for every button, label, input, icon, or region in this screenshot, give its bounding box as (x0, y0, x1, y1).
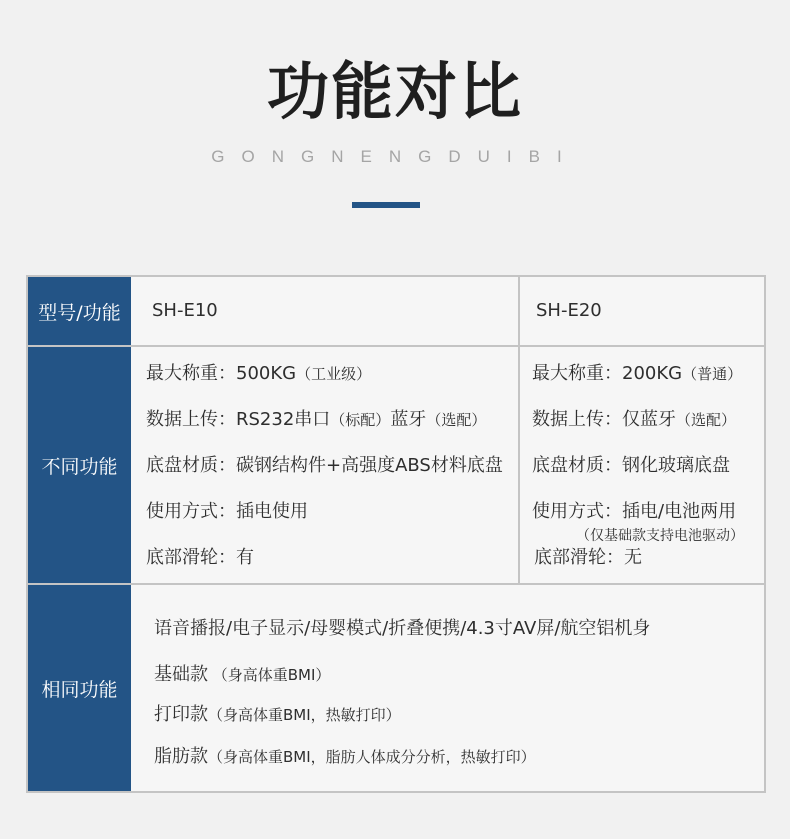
model-e10-header: SH-E10 (152, 300, 218, 321)
page-subtitle: GONGNENGDUIBI (211, 147, 579, 166)
comparison-table (26, 275, 766, 793)
e10-max-weight: 最大称重：500KG（工业级） (146, 363, 372, 384)
column-divider (518, 277, 520, 583)
row-divider-2 (28, 583, 764, 585)
title-accent-bar (352, 202, 420, 208)
variant-print: 打印款（身高体重BMI，热敏打印） (154, 704, 401, 725)
diff-label-cell (28, 347, 131, 583)
same-label-cell (28, 585, 131, 791)
e10-usage-mode: 使用方式：插电使用 (146, 501, 308, 522)
e20-bottom-wheels: 底部滑轮：无 (534, 547, 642, 568)
diff-label: 不同功能 (41, 455, 118, 478)
e20-battery-note: （仅基础款支持电池驱动） (576, 528, 744, 544)
header-label: 型号/功能 (38, 301, 121, 324)
e20-data-upload: 数据上传：仅蓝牙（选配） (532, 409, 737, 430)
variant-fat: 脂肪款（身高体重BMI，脂肪人体成分分析，热敏打印） (154, 746, 536, 767)
e20-chassis-material: 底盘材质：钢化玻璃底盘 (532, 455, 730, 476)
e10-bottom-wheels: 底部滑轮：有 (146, 547, 254, 568)
page-title: 功能对比 (266, 55, 523, 128)
header-label-cell (28, 277, 131, 345)
row-divider-1 (28, 345, 764, 347)
e10-chassis-material: 底盘材质：碳钢结构件+高强度ABS材料底盘 (146, 455, 503, 476)
e20-max-weight: 最大称重：200KG（普通） (532, 363, 743, 384)
model-e20-header: SH-E20 (536, 300, 602, 321)
same-label: 相同功能 (41, 678, 118, 701)
e20-usage-mode: 使用方式：插电/电池两用 (532, 501, 737, 522)
e10-data-upload: 数据上传：RS232串口（标配）蓝牙（选配） (146, 409, 487, 430)
variant-basic: 基础款 （身高体重BMI） (154, 664, 331, 685)
shared-features: 语音播报/电子显示/母婴模式/折叠便携/4.3寸AV屏/航空铝机身 (154, 618, 651, 639)
